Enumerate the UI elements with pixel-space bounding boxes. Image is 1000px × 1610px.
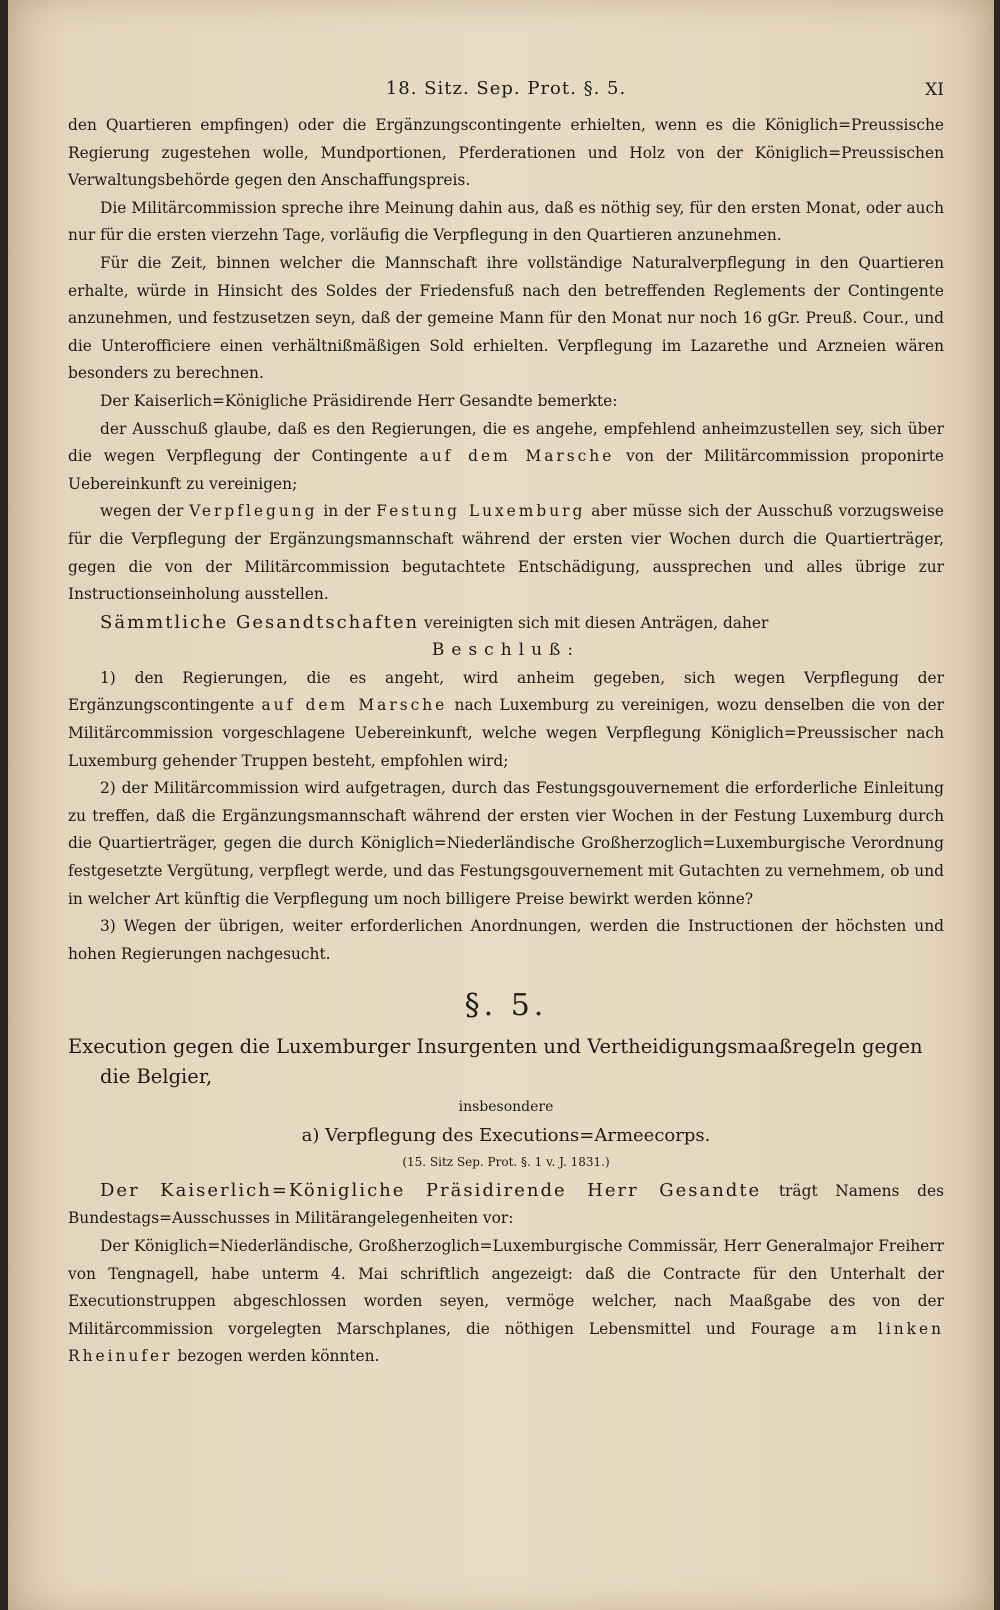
text: 1) den Regierungen, die es angeht, wird anheim gegeben, sich wegen Verpflegung der Ergänzungscontingente (68, 668, 944, 715)
paragraph: Für die Zeit, binnen welcher die Mannschaft ihre vollständige Naturalverpflegung in den Quartieren erhalte, würde in Hinsicht des Soldes der Friedensfuß nach den betreffenden Reglements der Contingente anzunehmen, und festzusetzen seyn, daß der gemeine Mann für den Monat nur noch 16 gGr. Preuß. Cour., und die Unterofficiere einen verhältnißmäßigen Sold erhielten. Verpflegung im Lazarethe und Arzneien wären besonders zu berechnen. (68, 253, 944, 383)
paragraph (68, 416, 944, 499)
page-number: XI (925, 80, 944, 100)
running-head-title: 18. Sitz. Sep. Prot. §. 5. (385, 78, 627, 99)
list-item (68, 665, 944, 775)
paragraph: den Quartieren empfingen) oder die Ergänzungscontingente erhielten, wenn es die Königlich=Preussische Regierung zugestehen wolle, Mundportionen, Pferderationen und Holz von der Königlich=Preussischen Verwaltungsbehörde gegen den Anschaffungspreis. (68, 116, 944, 190)
document-page (8, 0, 994, 1610)
running-head (68, 78, 944, 108)
text: in der (323, 502, 371, 521)
text: bezogen werden könnten. (177, 1347, 380, 1366)
section-title (68, 1032, 944, 1092)
paragraph (68, 1233, 944, 1371)
page-body (68, 112, 944, 1371)
emphasis-text: am linken Rheinufer (68, 1319, 944, 1366)
emphasis-text: Sämmtliche Gesandtschaften (100, 611, 420, 633)
section-title-line: die Belgier, (100, 1065, 213, 1088)
paragraph (68, 1177, 944, 1233)
emphasis-text: Der Kaiserlich=Königliche Präsidirende Herr Gesandte (100, 1179, 762, 1201)
list-item: 2) der Militärcommission wird aufgetragen, durch das Festungsgouvernement die erforderliche Einleitung zu treffen, daß die Ergänzungsmannschaft während der ersten vier Wochen in der Festung Luxemburg durch die Quartierträger, gegen die durch Königlich=Niederländische Großherzoglich=Luxemburgische Verordnung festgesetzte Vergütung, verpflegt werde, und das Festungsgouvernement mit Gutachten zu vernehmem, ob und in welcher Art künftig die Verpflegung um noch billigere Preise bewirkt werden könne? (68, 779, 944, 908)
emphasis-text: Verpflegung (189, 502, 318, 521)
section-subheading: insbesondere (458, 1099, 554, 1115)
text: der Ausschuß glaube, daß es den Regierungen, die es angehe, empfehlend anheimzustellen sey, sich über die wegen Verpflegung der Contingente (68, 419, 944, 466)
emphasis-text: auf dem Marsche (419, 447, 615, 466)
paragraph (68, 609, 944, 638)
paragraph (68, 498, 944, 608)
section-title-line: Execution gegen die Luxemburger Insurgenten und Vertheidigungsmaaßregeln gegen (68, 1035, 923, 1058)
text: Der Königlich=Niederländische, Großherzoglich=Luxemburgische Commissär, Herr Generalmajor Freiherr von Tengnagell, habe unterm 4. Mai schriftlich angezeigt: daß die Contracte für den Unterhalt der Executionstruppen abgeschlossen worden seyen, vermöge welcher, nach Maaßgabe des von der Militärcommission vorgelegten Marschplanes, die nöthigen Lebensmittel und Fourage (68, 1236, 944, 1338)
text: wegen der (100, 502, 184, 521)
emphasis-text: auf dem Marsche (261, 696, 448, 715)
text: vereinigten sich mit diesen Anträgen, daher (424, 613, 769, 632)
resolution-heading: Beschluß: (431, 640, 581, 661)
citation: (15. Sitz Sep. Prot. §. 1 v. J. 1831.) (402, 1155, 610, 1170)
list-item: 3) Wegen der übrigen, weiter erforderlichen Anordnungen, werden die Instructionen der höchsten und hohen Regierungen nachgesucht. (68, 917, 944, 963)
subsection-title: a) Verpflegung des Executions=Armeecorps. (301, 1124, 711, 1146)
text: nach Luxemburg zu vereinigen, wozu denselben die von der Militärcommission vorgeschlagene Uebereinkunft, welche wegen Verpflegung Königlich=Preussischer nach Luxemburg gehender Truppen besteht, empfohlen wird; (68, 696, 944, 770)
emphasis-text: Festung Luxemburg (376, 502, 586, 521)
text: von der Militärcommission proponirte Uebereinkunft zu vereinigen; (68, 447, 945, 493)
text: trägt Namens des Bundestags=Ausschusses in Militärangelegenheiten vor: (68, 1181, 944, 1228)
text: aber müsse sich der Ausschuß vorzugsweise für die Verpflegung der Ergänzungsmannschaft während der ersten vier Wochen durch die Quartierträger, gegen die von der Militärcommission begutachtete Entschädigung, aussprechen und alles übrige zur Instructionseinholung ausstellen. (68, 502, 944, 604)
paragraph: Die Militärcommission spreche ihre Meinung dahin aus, daß es nöthig sey, für den ersten Monat, oder auch nur für die ersten vierzehn Tage, vorläufig die Verpflegung in den Quartieren anzunehmen. (68, 198, 944, 245)
paragraph: Der Kaiserlich=Königliche Präsidirende Herr Gesandte bemerkte: (100, 391, 618, 410)
section-number: §. 5. (464, 988, 548, 1024)
